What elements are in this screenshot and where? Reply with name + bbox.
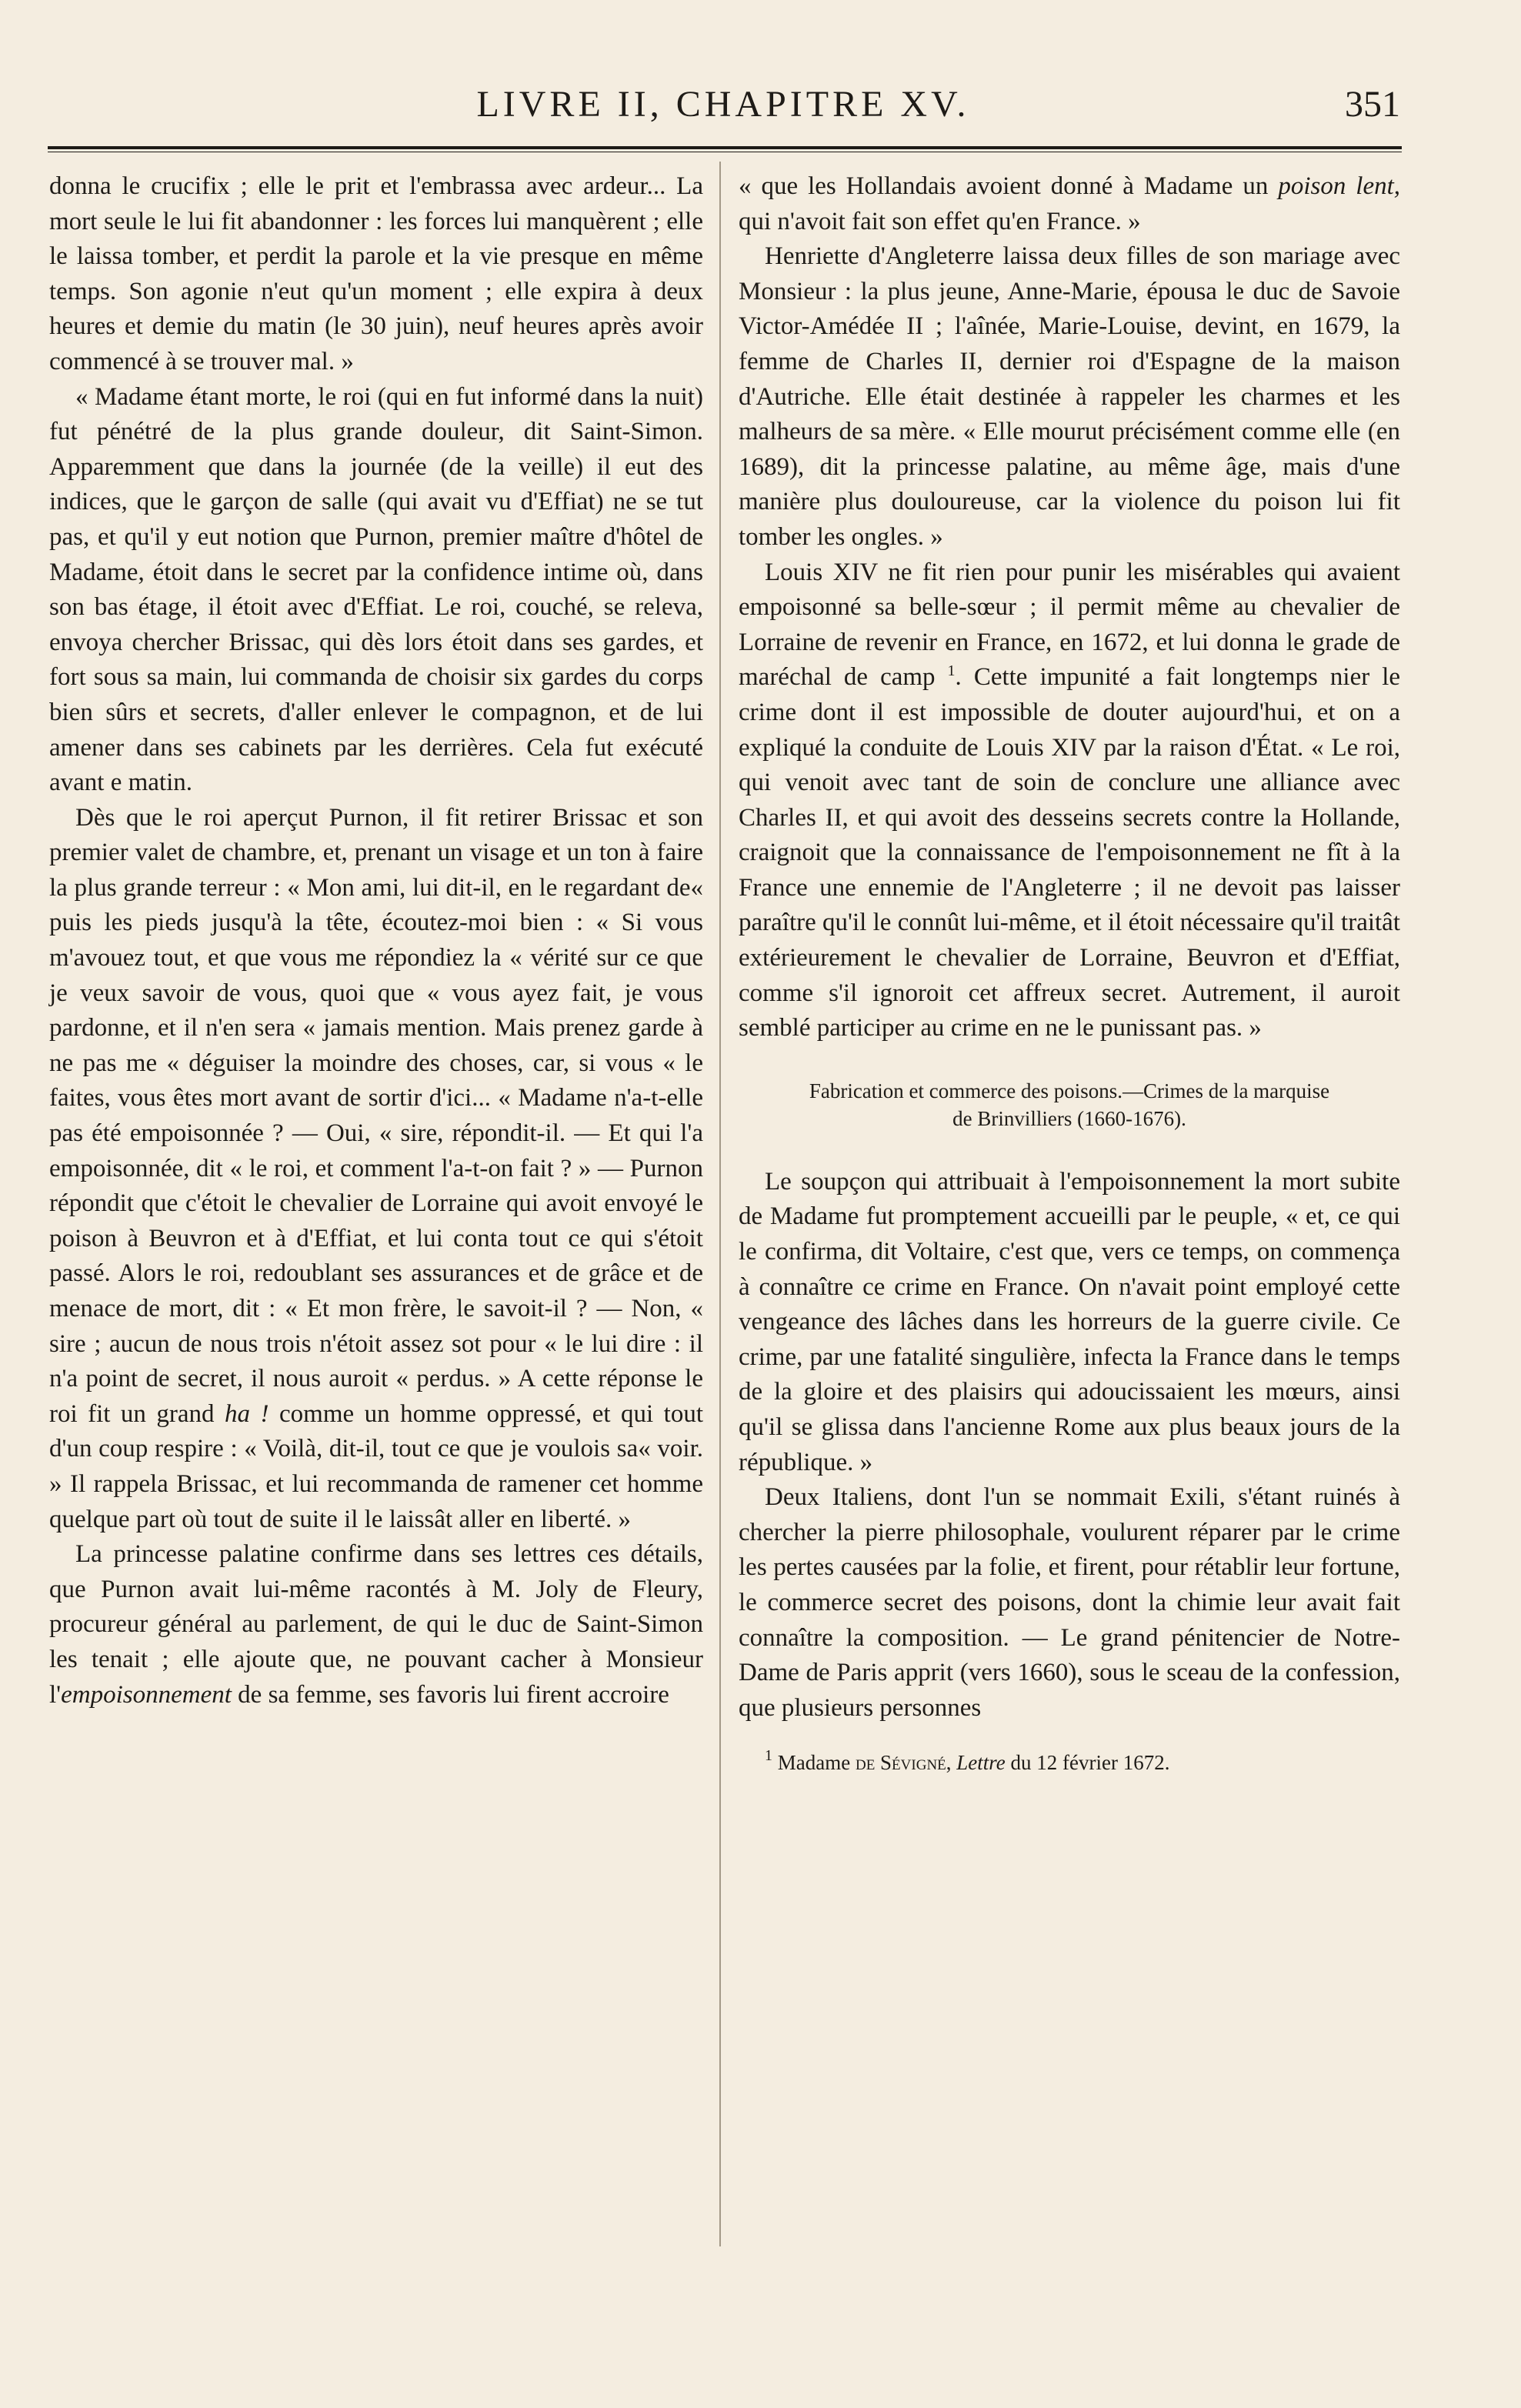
section-heading-line: Fabrication et commerce des poisons.—Crimes de la marquise <box>809 1079 1330 1102</box>
paragraph-text: La princesse palatine confirme dans ses lettres ces détails, que Purnon avait lui-même racontés à M. Joly de Fleury, procureur général au parlement, de qui le duc de Saint-Simon les tenait ; elle ajoute que, ne pouvant cacher à Monsieur l' <box>49 1540 703 1709</box>
paragraph-text: de sa femme, ses favoris lui firent accroire <box>238 1680 669 1709</box>
column-divider <box>719 162 721 2246</box>
italic-text: empoisonnement <box>61 1680 232 1709</box>
running-title: LIVRE II, CHAPITRE XV. <box>476 84 970 125</box>
paragraph: Deux Italiens, dont l'un se nommait Exili, s'étant ruinés à chercher la pierre philosophale, voulurent réparer par le crime les pertes causées par la folie, et firent, pour rétablir leur fortune, le commerce secret des poisons, dont la chimie leur avait fait connaître la composition. — Le grand pénitencier de Notre-Dame de Paris apprit (vers 1660), sous le sceau de la confession, que plusieurs personnes <box>739 1483 1400 1722</box>
left-column <box>49 169 703 1713</box>
footnote-text: , <box>946 1751 952 1775</box>
paragraph-text: « que les Hollandais avoient donné à Madame un <box>739 172 1269 200</box>
paragraph: Le soupçon qui attribuait à l'empoisonnement la mort subite de Madame fut promptement accueilli par le peuple, « et, ce qui le confirma, dit Voltaire, c'est que, vers ce temps, on commença à connaître ce crime en France. On n'avait point employé cette vengeance des lâches dans les horreurs de la guerre civile. Ce crime, par une fatalité singulière, infecta la France dans le temps de la gloire et des plaisirs qui adoucissaient les mœurs, ainsi qu'il se glissa dans l'ancienne Rome aux plus beaux jours de la république. » <box>739 1167 1400 1476</box>
paragraph: Henriette d'Angleterre laissa deux filles de son mariage avec Monsieur : la plus jeune, Anne-Marie, épousa le duc de Savoie Victor-Amédée II ; l'aînée, Marie-Louise, devint, en 1679, la femme de Charles II, dernier roi d'Espagne de la maison d'Autriche. Elle était destinée à rappeler les charmes et les malheurs de sa mère. « Elle mourut précisément comme elle (en 1689), dit la princesse palatine, au même âge, mais d'une manière plus douloureuse, car la violence du poison lui fit tomber les ongles. » <box>739 242 1400 551</box>
paragraph: donna le crucifix ; elle le prit et l'embrassa avec ardeur... La mort seule le lui fit abandonner : les forces lui manquèrent ; elle le laissa tomber, et perdit la parole et la vie presque en même temps. Son agonie n'eut qu'un moment ; elle expira à deux heures et demie du matin (le 30 juin), neuf heures après avoir commencé à se trouver mal. » <box>49 172 703 375</box>
footnote-text: Madame <box>777 1751 851 1775</box>
italic-text: poison lent, <box>1278 172 1401 200</box>
footnote-text: du 12 février 1672. <box>1010 1751 1170 1775</box>
footnote-number: 1 <box>765 1747 772 1765</box>
paragraph-text: Dès que le roi aperçut Purnon, il fit retirer Brissac et son premier valet de chambre, et, prenant un visage et un ton à faire la plus grande terreur : « Mon ami, lui dit-il, en le regardant de« puis les pieds jusqu'à la tête, écoutez-moi bien : « Si vous m'avouez tout, et que vous me répondiez la « vérité sur ce que je veux savoir de vous, quoi que « vous ayez fait, je vous pardonne, et il n'en sera « jamais mention. Mais prenez garde à ne pas me « déguiser la moindre des choses, car, si vous « le faites, vous êtes mort avant de sortir d'ici... « Madame n'a-t-elle pas été empoisonnée ? — Oui, « sire, répondit-il. — Et qui l'a empoisonnée, dit « le roi, et comment l'a-t-on fait ? » — Purnon répondit que c'étoit le chevalier de Lorraine qui avoit envoyé le poison à Beuvron et à d'Effiat, et lui conta tout ce qui s'étoit passé. Alors le roi, redoublant ses assurances et de grâce et de menace de mort, dit : « Et mon frère, le savoit-il ? — Non, « sire ; aucun de nous trois n'étoit assez sot pour « le lui dire : il n'a point de secret, il nous auroit « perdus. » A cette réponse le roi fit un grand <box>49 803 703 1428</box>
paragraph-text: Cette impunité a fait longtemps nier le crime dont il est impossible de douter aujourd'hui, et on a expliqué la conduite de Louis XIV par la raison d'État. « Le roi, qui venoit avec tant de soin de conclure une alliance avec Charles II, et qui avoit des desseins secrets contre la Hollande, craignoit que la connaissance de l'empoisonnement ne fît à la France une ennemie de l'Angleterre ; il ne devoit pas laisser paraître qu'il le connût lui-même, et il étoit nécessaire qu'il traitât extérieurement le chevalier de Lorraine, Beuvron et d'Effiat, comme s'il ignoroit cet affreux secret. Autrement, il auroit semblé participer au crime en ne le punissant pas. » <box>739 663 1401 1042</box>
footnote <box>739 1749 1400 1776</box>
section-heading <box>739 1077 1400 1132</box>
italic-text: ha ! <box>225 1399 269 1428</box>
paragraph <box>49 1537 703 1713</box>
paragraph <box>739 169 1400 239</box>
section-heading-line: de Brinvilliers (1660-1676). <box>952 1106 1186 1130</box>
paragraph <box>49 801 703 1537</box>
footnote-author: de Sévigné <box>855 1751 946 1775</box>
right-column <box>739 169 1400 1776</box>
footnote-marker: 1 <box>947 662 956 680</box>
paragraph-text: qui n'avoit fait son effet qu'en France. » <box>739 207 1141 235</box>
paragraph-text: comme un homme oppressé, et qui tout d'un coup respire : « Voilà, dit-il, tout ce que je voulois sa« voir. » Il rappela Brissac, et lui recommanda de ramener cet homme quelque part où tout de suite il le laissât aller en liberté. » <box>49 1399 704 1533</box>
paragraph: Louis XIV ne fit rien pour punir les misérables qui avaient empoisonné sa belle-sœur ; il permit même au chevalier de Lorraine de revenir en France, en 1672, et lui donna le grade de maréchal de camp $^1$. Cette impunité a fait longtemps nier le crime dont il est impossible de douter aujourd'hui, et on a expliqué la conduite de Louis XIV par la raison d'État. « Le roi, qui venoit avec tant de soin de conclure une alliance avec Charles II, et qui avoit des desseins secrets contre la Hollande, craignoit que la connaissance de l'empoisonnement ne fît à la France une ennemie de l'Angleterre ; il ne devoit pas laisser paraître qu'il le connût lui-même, et il étoit nécessaire qu'il traitât extérieurement le chevalier de Lorraine, Beuvron et d'Effiat, comme s'il ignoroit cet affreux secret. Autrement, il auroit semblé participer au crime en ne le punissant pas. » <box>739 558 1401 1042</box>
header-rule <box>48 146 1402 152</box>
paragraph: « Madame étant morte, le roi (qui en fut informé dans la nuit) fut pénétré de la plus grande douleur, dit Saint-Simon. Apparemment que dans la journée (de la veille) il eut des indices, que le garçon de salle (qui avait vu d'Effiat) ne se tut pas, et qu'il y eut notion que Purnon, premier maître d'hôtel de Madame, étoit dans le secret par la confidence intime où, dans son bas étage, il étoit avec d'Effiat. Le roi, couché, se releva, envoya chercher Brissac, qui dès lors étoit dans ses gardes, et fort sous sa main, lui commanda de choisir six gardes du corps bien sûrs et secrets, d'aller enlever le compagnon, et de lui amener dans ses cabinets par les derrières. Cela fut exécuté avant e matin. <box>49 382 703 797</box>
page-number: 351 <box>1345 84 1400 125</box>
footnote-italic: Lettre <box>956 1751 1006 1775</box>
paragraph-text: Louis XIV ne fit rien pour punir les misérables qui avaient empoisonné sa belle-sœur ; il permit même au chevalier de Lorraine de revenir en France, en 1672, et lui donna le grade de maréchal de camp <box>739 558 1400 692</box>
page-header <box>46 83 1400 137</box>
